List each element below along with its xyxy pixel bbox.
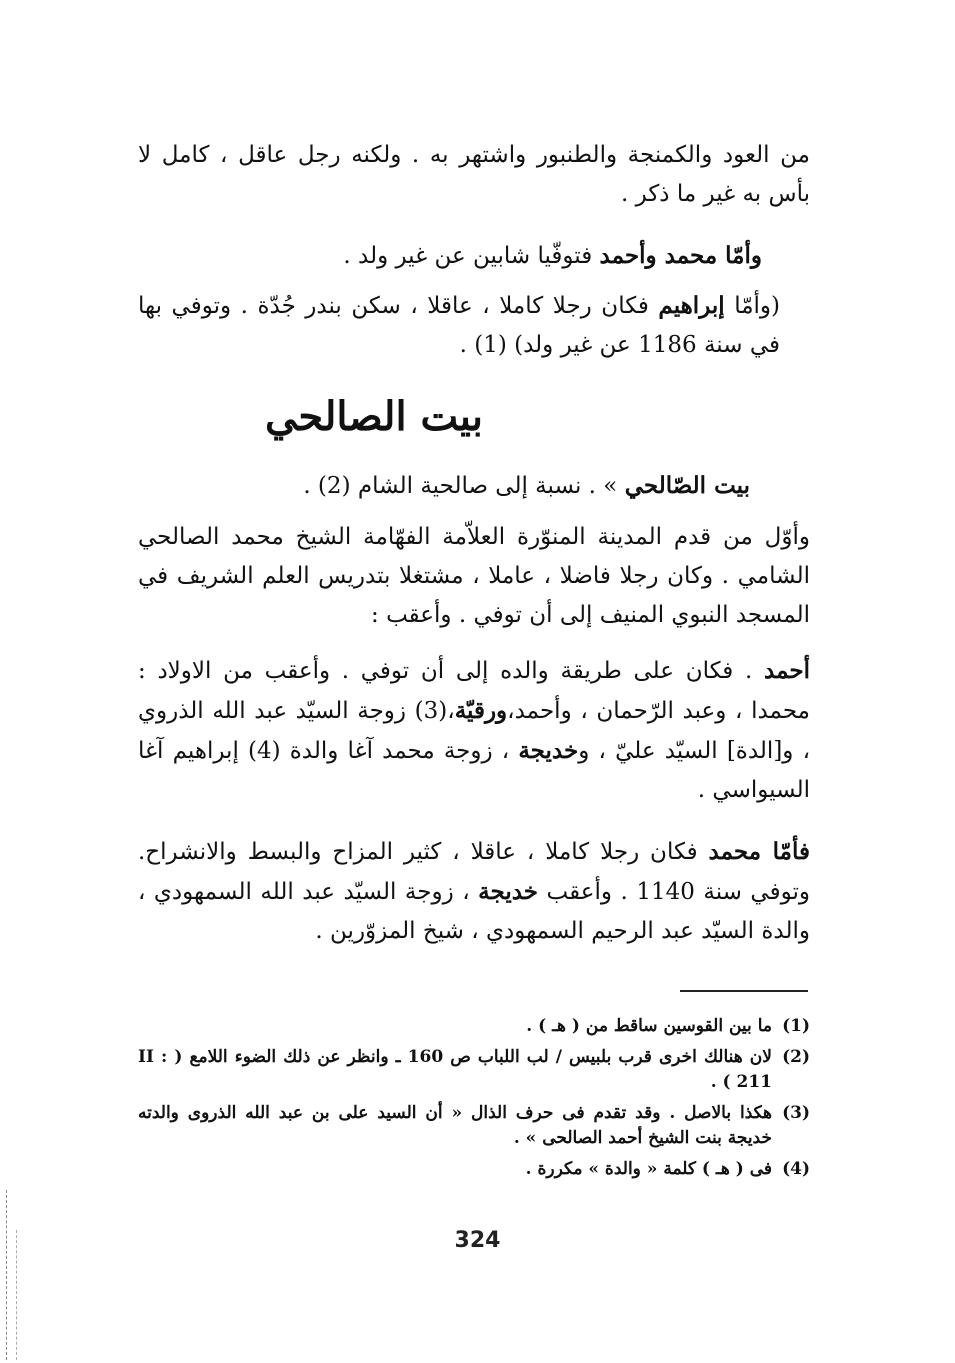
bold-name: ورقيّة [454,697,508,724]
footnote-text: فى ( هـ ) كلمة « والدة » مكررة . [525,1159,772,1179]
page-number: 324 [454,1228,501,1253]
bold-name: أحمد [764,657,810,684]
footnote-item [138,1157,810,1182]
paragraph-text: فتوفّيا شابين عن غير ولد . [343,243,600,269]
scan-edge-mark [6,1190,8,1360]
footnote-number: (2) [782,1047,810,1067]
footnote-divider [680,990,808,992]
paragraph-text: . فكان على طريقة والده إلى أن توفي . وأعقب من الاولاد : محمدا ، وعبد الرّحمان ، وأحمد، [138,658,810,724]
footnote-number: (3) [782,1103,810,1123]
bold-name: فأمّا محمد [708,838,810,865]
bold-family-name: بيت الصّالحي [624,472,750,499]
paragraph-text: (وأمّا [724,293,780,319]
paragraph-text: » . نسبة إلى صالحية الشام (2) . [303,473,625,499]
paragraph-muhammad [138,832,810,951]
paragraph-ibrahim [138,286,810,365]
paragraph-continuation [138,136,810,214]
bold-name: إبراهيم [658,292,725,319]
paragraph-text: فكان رجلا كاملا ، عاقلا ، سكن بندر جُدّة . وتوفي بها في سنة 1186 عن غير ولد) (1) . [138,293,780,358]
paragraph-text: ، زوجة محمد آغا والدة (4) إبراهيم آغا السيواسي . [138,738,810,803]
footnote-item [138,1014,810,1039]
footnote-item [138,1101,810,1151]
footnote-item [138,1045,810,1095]
paragraph-ahmad [138,651,810,810]
paragraph-text: ،(3) زوجة السيّد عبد الله الذروي ، و[الدة] السيّد عليّ ، و [138,698,810,764]
paragraph-text: فكان رجلا كاملا ، عاقلا ، كثير المزاح والبسط والانشراح. وتوفي سنة 1140 . وأعقب [138,839,810,905]
paragraph-text: من العود والكمنجة والطنبور واشتهر به . ولكنه رجل عاقل ، كامل لا بأس به غير ما ذكر . [138,142,810,207]
section-heading-text: بيت الصالحي [265,393,483,440]
bold-name: خديجة [518,737,579,764]
footnotes [138,1014,810,1188]
paragraph-text: ، زوجة السيّد عبد الله السمهودي ، والدة السيّد عبد الرحيم السمهودي ، شيخ المزوّرين . [138,879,810,944]
paragraph-family-origin [138,466,810,506]
footnote-text: ما بين القوسين ساقط من ( هـ ) . [526,1016,772,1036]
footnote-text: لان هنالك اخرى قرب بلبيس / لب اللباب ص 160 ـ وانظر عن ذلك الضوء اللامع ( II : 211 ) . [138,1047,772,1092]
footnote-number: (1) [782,1016,810,1036]
bold-names: وأمّا محمد وأحمد [599,242,762,269]
footnote-number: (4) [782,1159,810,1179]
bold-name: خديجة [478,878,539,905]
section-heading [138,392,810,442]
paragraph-muhammad-ahmad [138,236,810,276]
footnote-text: هكذا بالاصل . وقد تقدم فى حرف الذال « أن السيد على بن عبد الله الذروى والدته خديجة بنت الشيخ أحمد الصالحى » . [138,1103,772,1148]
paragraph-first-arrival [138,518,810,635]
paragraph-text: وأوّل من قدم المدينة المنوّرة العلاّمة الفهّامة الشيخ محمد الصالحي الشامي . وكان رجلا فاضلا ، عاملا ، مشتغلا بتدريس العلم الشريف في المسجد النبوي المنيف إلى أن توفي . وأعقب : [138,524,810,628]
